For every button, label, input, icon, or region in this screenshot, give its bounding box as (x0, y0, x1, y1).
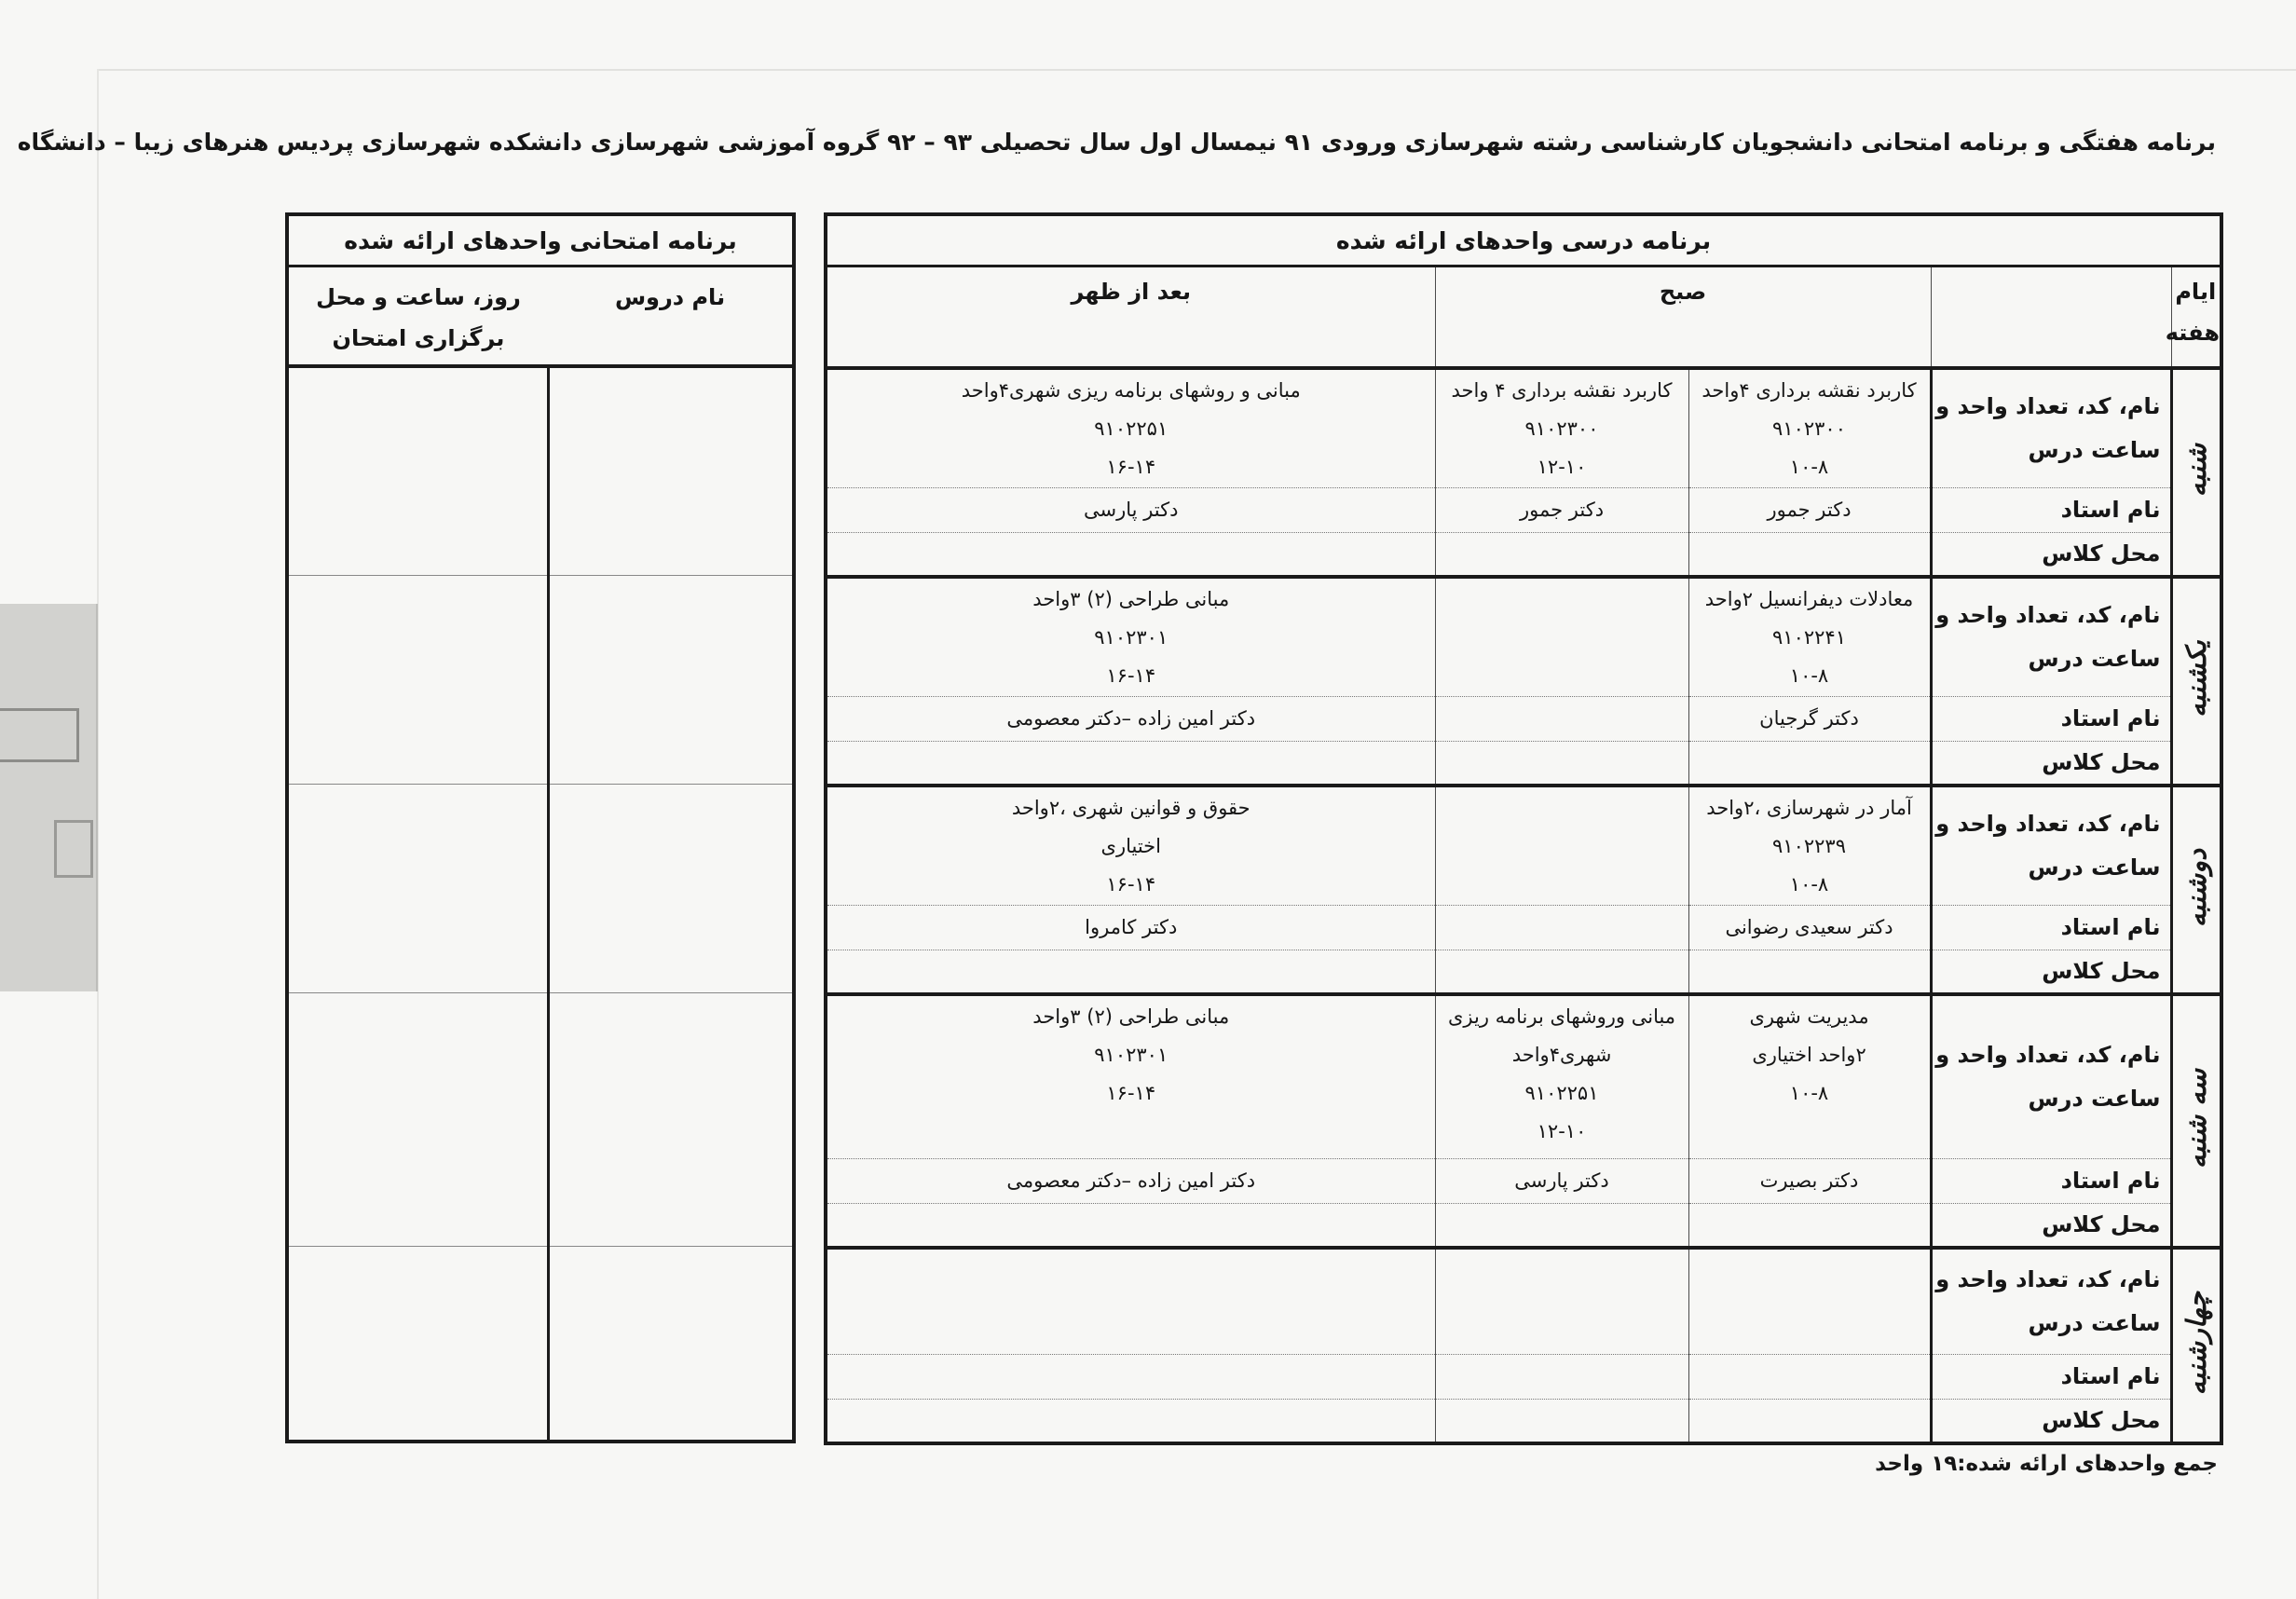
day-name: شنبه (2180, 444, 2212, 498)
exam-row (287, 575, 794, 784)
schedule-row-course (826, 1248, 2221, 1354)
exam-courses-header: نام دروس (614, 284, 726, 310)
course-cell-morning1 (1688, 786, 1931, 905)
course-cell-morning2 (1435, 994, 1688, 1158)
label-header (1931, 266, 2171, 369)
exam-row (287, 366, 794, 575)
teacher-cell-afternoon: دکتر کامروا (826, 905, 1435, 950)
exam-table-title: برنامه امتحانی واحدهای ارائه شده (287, 214, 794, 266)
course-line: مبانی وروشهای برنامه ریزی (1447, 1005, 1676, 1028)
room-cell-morning1 (1688, 741, 1931, 786)
course-label (1931, 786, 2171, 905)
course-line: مبانی طراحی (۲) ۳واحد (1032, 1005, 1230, 1028)
scan-artifact (0, 708, 79, 762)
schedule-row-teacher (826, 1354, 2221, 1399)
teacher-cell-morning1: دکتر گرجیان (1688, 696, 1931, 741)
course-label (1931, 368, 2171, 487)
course-line: ۹۱۰۲۳۰۰ (1524, 417, 1599, 440)
room-label: محل کلاس (1931, 532, 2171, 577)
schedule-row-room (826, 532, 2221, 577)
schedule-row-room (826, 741, 2221, 786)
exam-schedule-cell (287, 366, 548, 575)
day-cell (2171, 786, 2221, 994)
room-label: محل کلاس (1931, 741, 2171, 786)
room-cell-morning2 (1435, 1203, 1688, 1248)
exam-schedule-header: روز، ساعت و محل برگزاری امتحان (316, 284, 521, 351)
course-cell-morning1 (1688, 577, 1931, 696)
teacher-label: نام استاد (1931, 1158, 2171, 1203)
course-label-line: ساعت درس (2028, 436, 2161, 463)
room-cell-morning1 (1688, 1399, 1931, 1443)
course-label (1931, 1248, 2171, 1354)
course-line: ۱۶-۱۴ (1106, 873, 1156, 895)
afternoon-header: بعد از ظهر (826, 266, 1435, 369)
course-label-line: نام، کد، تعداد واحد و (1935, 1265, 2161, 1292)
morning-header: صبح (1435, 266, 1931, 369)
teacher-label: نام استاد (1931, 905, 2171, 950)
schedule-row-room (826, 950, 2221, 994)
exam-row (287, 992, 794, 1246)
course-line: ۹۱۰۲۲۵۱ (1094, 417, 1168, 440)
course-line: مبانی و روشهای برنامه ریزی شهری۴واحد (961, 379, 1301, 402)
schedule-row-room (826, 1399, 2221, 1443)
day-cell (2171, 368, 2221, 577)
room-cell-morning1 (1688, 532, 1931, 577)
course-label-line: نام، کد، تعداد واحد و (1935, 1041, 2161, 1068)
course-schedule-table (824, 212, 2223, 1445)
course-line: ۱۰-۸ (1789, 456, 1829, 478)
room-label: محل کلاس (1931, 1399, 2171, 1443)
course-cell-afternoon (826, 1248, 1435, 1354)
day-cell (2171, 577, 2221, 786)
course-cell-morning1 (1688, 368, 1931, 487)
course-line: ۱۲-۱۰ (1537, 456, 1587, 478)
exam-course-cell (548, 1246, 794, 1442)
teacher-cell-afternoon (826, 1354, 1435, 1399)
teacher-cell-afternoon: دکتر امین زاده –دکتر معصومی (826, 1158, 1435, 1203)
teacher-label: نام استاد (1931, 1354, 2171, 1399)
schedule-row-teacher (826, 487, 2221, 532)
teacher-cell-morning2 (1435, 905, 1688, 950)
course-line: ۲واحد اختیاری (1752, 1044, 1866, 1066)
room-cell-afternoon (826, 950, 1435, 994)
room-label: محل کلاس (1931, 950, 2171, 994)
course-line: ۱۶-۱۴ (1106, 664, 1156, 687)
teacher-cell-morning2: دکتر پارسی (1435, 1158, 1688, 1203)
teacher-cell-morning2: دکتر جمور (1435, 487, 1688, 532)
day-name: سه شنبه (2180, 1069, 2212, 1169)
course-line: ۱۰-۸ (1789, 1082, 1829, 1104)
course-cell-afternoon (826, 994, 1435, 1158)
teacher-cell-morning1 (1688, 1354, 1931, 1399)
course-line: حقوق و قوانین شهری ،۲واحد (1011, 797, 1250, 819)
course-line: شهری۴واحد (1511, 1044, 1612, 1066)
course-line: ۱۲-۱۰ (1537, 1120, 1587, 1142)
exam-schedule-table (285, 212, 796, 1443)
room-cell-morning2 (1435, 1399, 1688, 1443)
room-cell-morning2 (1435, 532, 1688, 577)
room-cell-afternoon (826, 1203, 1435, 1248)
course-line: ۱۰-۸ (1789, 664, 1829, 687)
course-cell-afternoon (826, 786, 1435, 905)
schedule-row-course (826, 368, 2221, 487)
course-line: مدیریت شهری (1749, 1005, 1869, 1028)
course-label-line: ساعت درس (2028, 854, 2161, 881)
teacher-cell-morning1: دکتر بصیرت (1688, 1158, 1931, 1203)
course-label-line: نام، کد، تعداد واحد و (1935, 810, 2161, 837)
days-header: ایام هفته (2171, 266, 2221, 369)
teacher-label: نام استاد (1931, 487, 2171, 532)
scan-artifact (54, 820, 93, 878)
course-line: آمار در شهرسازی ،۲واحد (1706, 797, 1912, 819)
schedule-row-teacher (826, 905, 2221, 950)
exam-course-cell (548, 575, 794, 784)
room-cell-morning2 (1435, 741, 1688, 786)
course-cell-morning2 (1435, 577, 1688, 696)
schedule-row-course (826, 577, 2221, 696)
teacher-cell-morning2 (1435, 1354, 1688, 1399)
room-cell-afternoon (826, 1399, 1435, 1443)
course-line: ۹۱۰۲۳۰۱ (1094, 626, 1168, 649)
day-cell (2171, 994, 2221, 1248)
exam-schedule-cell (287, 575, 548, 784)
exam-row (287, 784, 794, 992)
course-line: ۹۱۰۲۳۰۰ (1772, 417, 1846, 440)
course-line: ۱۰-۸ (1789, 873, 1829, 895)
course-line: ۹۱۰۲۲۳۹ (1772, 835, 1846, 857)
course-label-line: ساعت درس (2028, 1085, 2161, 1112)
schedule-row-teacher (826, 696, 2221, 741)
course-cell-morning2 (1435, 786, 1688, 905)
course-line: ۹۱۰۲۲۵۱ (1524, 1082, 1599, 1104)
course-cell-morning2 (1435, 368, 1688, 487)
exam-schedule-cell (287, 784, 548, 992)
schedule-row-course (826, 994, 2221, 1158)
room-cell-afternoon (826, 741, 1435, 786)
room-cell-afternoon (826, 532, 1435, 577)
schedule-row-course (826, 786, 2221, 905)
course-label-line: ساعت درس (2028, 645, 2161, 672)
room-cell-morning1 (1688, 1203, 1931, 1248)
schedule-row-room (826, 1203, 2221, 1248)
total-units: جمع واحدهای ارائه شده:۱۹ واحد (1875, 1452, 2218, 1476)
teacher-cell-afternoon: دکتر امین زاده –دکتر معصومی (826, 696, 1435, 741)
exam-schedule-cell (287, 992, 548, 1246)
exam-course-cell (548, 784, 794, 992)
course-label (1931, 994, 2171, 1158)
room-label: محل کلاس (1931, 1203, 2171, 1248)
course-label (1931, 577, 2171, 696)
course-line: معادلات دیفرانسیل ۲واحد (1704, 588, 1914, 610)
teacher-label: نام استاد (1931, 696, 2171, 741)
course-line: ۱۶-۱۴ (1106, 1082, 1156, 1104)
exam-course-cell (548, 992, 794, 1246)
schedule-row-teacher (826, 1158, 2221, 1203)
course-line: کاربرد نقشه برداری ۴واحد (1702, 379, 1917, 402)
room-cell-morning2 (1435, 950, 1688, 994)
course-line: ۱۶-۱۴ (1106, 456, 1156, 478)
paper-edge (97, 69, 2296, 71)
day-name: یکشنبه (2180, 640, 2212, 718)
course-cell-morning2 (1435, 1248, 1688, 1354)
exam-schedule-cell (287, 1246, 548, 1442)
course-label-line: نام، کد، تعداد واحد و (1935, 601, 2161, 628)
teacher-cell-morning2 (1435, 696, 1688, 741)
day-cell (2171, 1248, 2221, 1443)
course-line: ۹۱۰۲۳۰۱ (1094, 1044, 1168, 1066)
day-name: چهارشنبه (2180, 1292, 2212, 1396)
room-cell-morning1 (1688, 950, 1931, 994)
course-table-title: برنامه درسی واحدهای ارائه شده (826, 214, 2221, 266)
scanner-strip (0, 604, 98, 991)
course-label-line: ساعت درس (2028, 1309, 2161, 1336)
course-line: مبانی طراحی (۲) ۳واحد (1032, 588, 1230, 610)
course-label-line: نام، کد، تعداد واحد و (1935, 392, 2161, 419)
exam-course-cell (548, 366, 794, 575)
teacher-cell-morning1: دکتر سعیدی رضوانی (1688, 905, 1931, 950)
teacher-cell-afternoon: دکتر پارسی (826, 487, 1435, 532)
course-cell-morning1 (1688, 1248, 1931, 1354)
day-name: دوشنبه (2180, 848, 2212, 928)
course-cell-afternoon (826, 368, 1435, 487)
course-line: کاربرد نقشه برداری ۴ واحد (1451, 379, 1673, 402)
page-title: برنامه هفتگی و برنامه امتحانی دانشجویان کارشناسی رشته شهرسازی ورودی ۹۱ نیمسال اول سال تحصیلی ۹۳ – ۹۲ گروه آموزشی شهرسازی دانشکده شهرسازی پردیس هنرهای زیبا – دانشگاه (17, 129, 2216, 156)
course-line: ۹۱۰۲۲۴۱ (1772, 626, 1846, 649)
teacher-cell-morning1: دکتر جمور (1688, 487, 1931, 532)
course-cell-morning1 (1688, 994, 1931, 1158)
course-line: اختیاری (1100, 835, 1161, 857)
exam-row (287, 1246, 794, 1442)
course-cell-afternoon (826, 577, 1435, 696)
